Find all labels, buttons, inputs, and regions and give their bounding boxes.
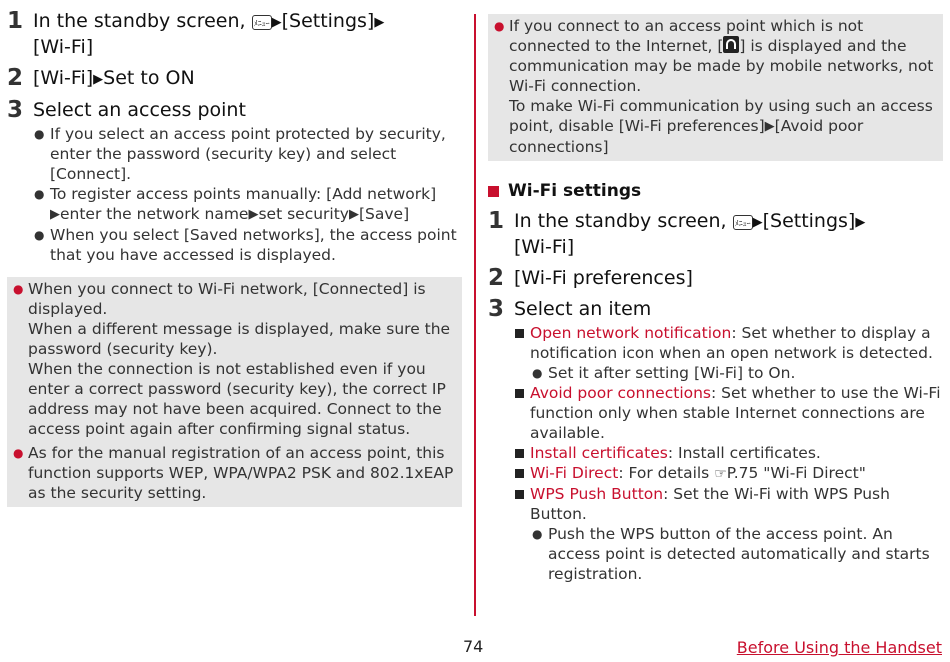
arrow-right-icon: ▶: [348, 207, 359, 222]
step-3: 3 Select an access point: [7, 97, 246, 123]
settings-item: Avoid poor connections: Set whether to use the Wi-Fi function only when stable Internet connections are available.: [514, 383, 943, 443]
settings-item: Open network notification: Set whether to display a notification icon when an open network is detected.: [514, 323, 943, 363]
arrow-right-icon: ▶: [855, 215, 866, 230]
settings-item: Wi-Fi Direct: For details ☞P.75 "Wi-Fi Direct": [514, 463, 943, 484]
note-box: [7, 277, 462, 507]
note-item: ● As for the manual registration of an access point, this function supports WEP, WPA/WPA2 PSK and 802.1xEAP as the security setting.: [13, 443, 456, 503]
arrow-right-icon: ▶: [271, 15, 282, 30]
note-item: ● If you connect to an access point which is not connected to the Internet, [ ] is displayed and the communication may be made by mobile networks, not Wi-Fi connection. To make Wi-Fi communication by using such an access point, disable [Wi-Fi preferences]▶[Avoid poor connections]: [494, 16, 937, 157]
step-2: 2 [Wi-Fi preferences]: [488, 265, 693, 291]
bullet-item: ● When you select [Saved networks], the access point that you have accessed is displayed.: [33, 225, 462, 265]
arrow-right-icon: ▶: [248, 207, 259, 222]
section-heading: Wi-Fi settings: [488, 180, 943, 202]
install-certificates-link[interactable]: Install certificates: [530, 444, 668, 462]
bullet-item: ● To register access points manually: [Add network] ▶enter the network name▶set security▶[Save]: [33, 184, 462, 225]
wps-push-button-link[interactable]: WPS Push Button: [530, 485, 664, 503]
settings-item: WPS Push Button: Set the Wi-Fi with WPS Push Button.: [514, 484, 943, 524]
sub-bullet: ● Push the WPS button of the access point. An access point is detected automatically and starts registration.: [531, 524, 943, 584]
arrow-right-icon: ▶: [93, 72, 104, 87]
section-link[interactable]: Before Using the Handset: [736, 638, 942, 657]
note-box: [488, 14, 943, 161]
step-1: 1 In the standby screen, ﾒﾆｭｰ ▶[Settings]▶ [Wi-Fi]: [488, 208, 866, 258]
wifi-warning-icon: [723, 36, 739, 53]
column-divider: [474, 14, 476, 616]
right-column: [488, 0, 943, 584]
step-1: 1 In the standby screen, ﾒﾆｭｰ ▶[Settings]▶ [Wi-Fi]: [7, 8, 385, 58]
sub-bullet: ● Set it after setting [Wi-Fi] to On.: [531, 363, 943, 383]
step-2: 2 [Wi-Fi]▶Set to ON: [7, 65, 195, 91]
arrow-right-icon: ▶: [374, 15, 385, 30]
open-network-notification-link[interactable]: Open network notification: [530, 324, 732, 342]
arrow-right-icon: ▶: [752, 215, 763, 230]
arrow-right-icon: ▶: [764, 119, 775, 134]
left-column: [7, 0, 462, 507]
step-3: 3 Select an item: [488, 296, 652, 322]
bullet-item: ● If you select an access point protected by security, enter the password (security key) and select [Connect].: [33, 124, 462, 184]
wifi-direct-link[interactable]: Wi-Fi Direct: [530, 464, 619, 482]
note-item: ● When you connect to Wi-Fi network, [Connected] is displayed. When a different message is displayed, make sure the password (security key). When the connection is not established even if you enter a correct password (security key), the correct IP address may not have been acquired. Connect to the access point again after confirming signal status.: [13, 279, 456, 439]
page-number: 74: [463, 637, 484, 656]
menu-icon: ﾒﾆｭｰ: [252, 15, 272, 30]
arrow-right-icon: ▶: [50, 207, 60, 222]
avoid-poor-connections-link[interactable]: Avoid poor connections: [530, 384, 712, 402]
menu-icon: ﾒﾆｭｰ: [733, 215, 753, 230]
reference-icon: ☞: [714, 466, 727, 482]
settings-item: Install certificates: Install certificates.: [514, 443, 943, 463]
